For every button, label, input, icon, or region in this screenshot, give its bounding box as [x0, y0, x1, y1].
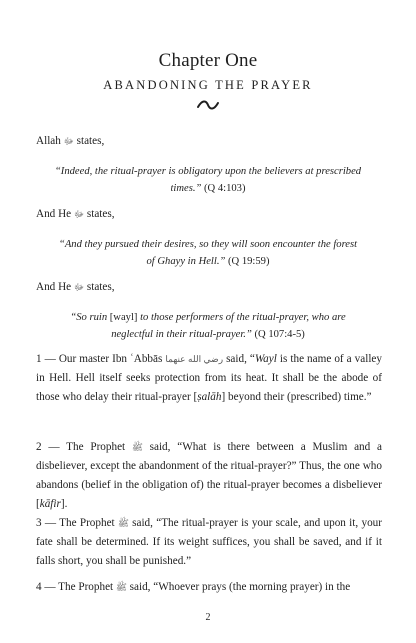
intro-text-tail: states, — [73, 135, 105, 147]
honorific-icon: ﷻ — [73, 282, 85, 292]
honorific-icon: ﷺ — [115, 582, 127, 592]
hadith-term: Wayl — [254, 353, 277, 365]
verse-intro-3 — [36, 278, 382, 297]
hadith-text: is the name of a valley in Hell. Hell itself seeks protection from its heat. It shall be the abode of those who delay their ritual-prayer [ — [36, 353, 382, 403]
hadith-term: ṣalāh — [197, 391, 222, 403]
chapter-title: Chapter One — [158, 50, 258, 71]
hadith-text: 4 — The Prophet — [36, 581, 116, 593]
intro-text: Allah — [36, 135, 64, 147]
honorific-icon: ﷺ — [117, 518, 129, 528]
quote-text: “So ruin — [70, 312, 110, 323]
hadith-2 — [36, 438, 382, 514]
intro-text-tail: states, — [84, 281, 115, 293]
flourish-ornament-icon — [196, 99, 220, 111]
honorific-icon: ﷺ — [131, 442, 143, 452]
intro-text-tail: states, — [84, 208, 115, 220]
quote-reference: (Q 4:103) — [201, 183, 246, 194]
quran-quote-3 — [54, 309, 362, 343]
hadith-term: kāfir — [39, 498, 61, 510]
quote-text-cont: to those performers of the ritual-prayer, who are neglectful in their ritual-prayer.” — [111, 312, 346, 340]
hadith-text: ]. — [60, 498, 68, 510]
hadith-text: 3 — The Prophet — [36, 517, 118, 529]
honorific-icon: ﷻ — [73, 209, 85, 219]
hadith-text: said, “What is there between a Muslim and a disbeliever, except the abandonment of the ritual-prayer?” Thus, the one who abandons (belief in the obligation of) the ritual-prayer becomes a disbeliever [ — [36, 441, 382, 510]
hadith-text: said, “ — [223, 353, 255, 365]
quote-bracket-term: [wayl] — [109, 312, 138, 323]
hadith-text: 2 — The Prophet — [36, 441, 132, 453]
hadith-text: ] beyond their (prescribed) time.” — [221, 391, 372, 403]
quran-quote-1 — [54, 163, 362, 197]
quote-reference: (Q 19:59) — [225, 256, 270, 267]
hadith-1 — [36, 350, 382, 407]
honorific-icon: رضي الله عنهما — [165, 354, 224, 364]
intro-text: And He — [36, 208, 74, 220]
verse-intro-1 — [36, 132, 382, 151]
hadith-text: said, “The ritual-prayer is your scale, and upon it, your fate shall be determined. If its weight suffices, you shall be saved, and if it falls short, you shall be punished.” — [36, 517, 382, 567]
verse-intro-2 — [36, 205, 382, 224]
hadith-3 — [36, 514, 382, 571]
hadith-text: 1 — Our master Ibn ʿAbbās — [36, 353, 166, 365]
hadith-text: said, “Whoever prays (the morning prayer) in the — [126, 581, 351, 593]
quote-text: “And they pursued their desires, so they will soon encounter the forest of Ghayy in Hell.” — [58, 239, 358, 267]
intro-text: And He — [36, 281, 74, 293]
chapter-subtitle: ABANDONING THE PRAYER — [103, 78, 313, 92]
quote-reference: (Q 107:4-5) — [251, 329, 305, 340]
honorific-icon: ﷻ — [63, 136, 74, 146]
hadith-4 — [36, 578, 382, 597]
page-number: 2 — [205, 612, 211, 623]
quran-quote-2 — [54, 236, 362, 270]
quote-text: “Indeed, the ritual-prayer is obligatory upon the believers at prescribed times.” — [54, 166, 362, 194]
